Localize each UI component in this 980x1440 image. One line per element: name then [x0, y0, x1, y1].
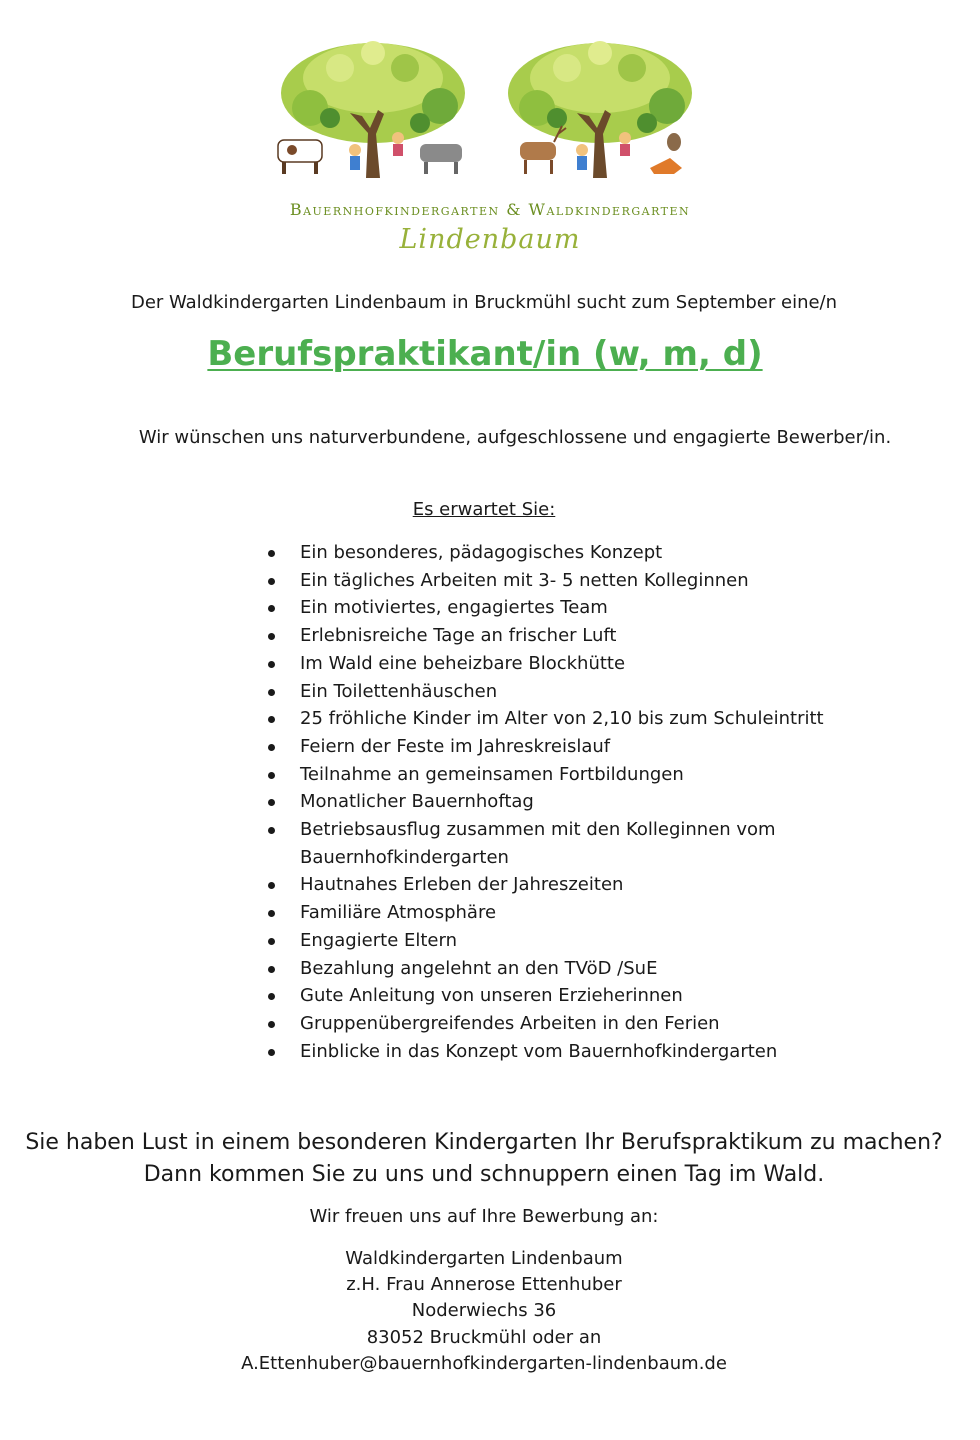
- wish-text: Wir wünschen uns naturverbundene, aufgeschlossene und engagierte Bewerber/in.: [138, 427, 892, 448]
- contact-address: [0, 1246, 968, 1377]
- brand-line: Bauernhofkindergarten & Waldkindergarten: [289, 200, 691, 219]
- cta-line-1: Sie haben Lust in einem besonderen Kindergarten Ihr Berufspraktikum zu machen?: [25, 1130, 943, 1155]
- list-item: Erlebnisreiche Tage an frischer Luft: [262, 622, 862, 650]
- list-item: Hautnahes Erleben der Jahreszeiten: [262, 871, 862, 899]
- list-item: Gruppenübergreifendes Arbeiten in den Ferien: [262, 1010, 862, 1038]
- list-item: Ein Toilettenhäuschen: [262, 678, 862, 706]
- benefits-list: [262, 539, 862, 1065]
- list-item: Teilnahme an gemeinsamen Fortbildungen: [262, 761, 862, 789]
- farm-tree-icon: [278, 41, 465, 178]
- address-attn: z.H. Frau Annerose Ettenhuber: [346, 1274, 622, 1296]
- job-title: Berufspraktikant/in (w, m, d): [207, 334, 763, 374]
- apply-text: Wir freuen uns auf Ihre Bewerbung an:: [309, 1206, 659, 1227]
- list-item: Bezahlung angelehnt an den TVöD /SuE: [262, 955, 862, 983]
- cta-line-2: Dann kommen Sie zu uns und schnuppern einen Tag im Wald.: [143, 1162, 825, 1187]
- list-item: Ein besonderes, pädagogisches Konzept: [262, 539, 862, 567]
- list-item: Engagierte Eltern: [262, 927, 862, 955]
- list-item-continuation: Bauernhofkindergarten: [300, 846, 509, 868]
- logo: [0, 38, 980, 258]
- address-name: Waldkindergarten Lindenbaum: [345, 1248, 623, 1269]
- tree-illustration: [270, 38, 710, 188]
- address-street: Noderwiechs 36: [411, 1300, 557, 1322]
- list-item: Gute Anleitung von unseren Erzieherinnen: [262, 982, 862, 1010]
- list-item: Feiern der Feste im Jahreskreislauf: [262, 733, 862, 761]
- list-item: Einblicke in das Konzept vom Bauernhofkindergarten: [262, 1038, 862, 1066]
- list-item: 25 fröhliche Kinder im Alter von 2,10 bis zum Schuleintritt: [262, 705, 862, 733]
- address-city: 83052 Bruckmühl oder an: [366, 1326, 602, 1348]
- forest-tree-icon: [508, 41, 692, 178]
- list-item: Im Wald eine beheizbare Blockhütte: [262, 650, 862, 678]
- email-link[interactable]: A.Ettenhuber@bauernhofkindergarten-lindenbaum.de: [241, 1352, 727, 1374]
- expect-heading: Es erwartet Sie:: [412, 499, 556, 520]
- list-item: Familiäre Atmosphäre: [262, 899, 862, 927]
- list-item: Ein motiviertes, engagiertes Team: [262, 594, 862, 622]
- list-item: Betriebsausflug zusammen mit den Kolleginnen vom: [262, 816, 862, 844]
- list-item: Monatlicher Bauernhoftag: [262, 788, 862, 816]
- intro-text: Der Waldkindergarten Lindenbaum in Bruckmühl sucht zum September eine/n: [130, 292, 838, 313]
- list-item: Ein tägliches Arbeiten mit 3- 5 netten Kolleginnen: [262, 567, 862, 595]
- brand-name: Lindenbaum: [399, 224, 581, 255]
- call-to-action: [0, 1127, 968, 1191]
